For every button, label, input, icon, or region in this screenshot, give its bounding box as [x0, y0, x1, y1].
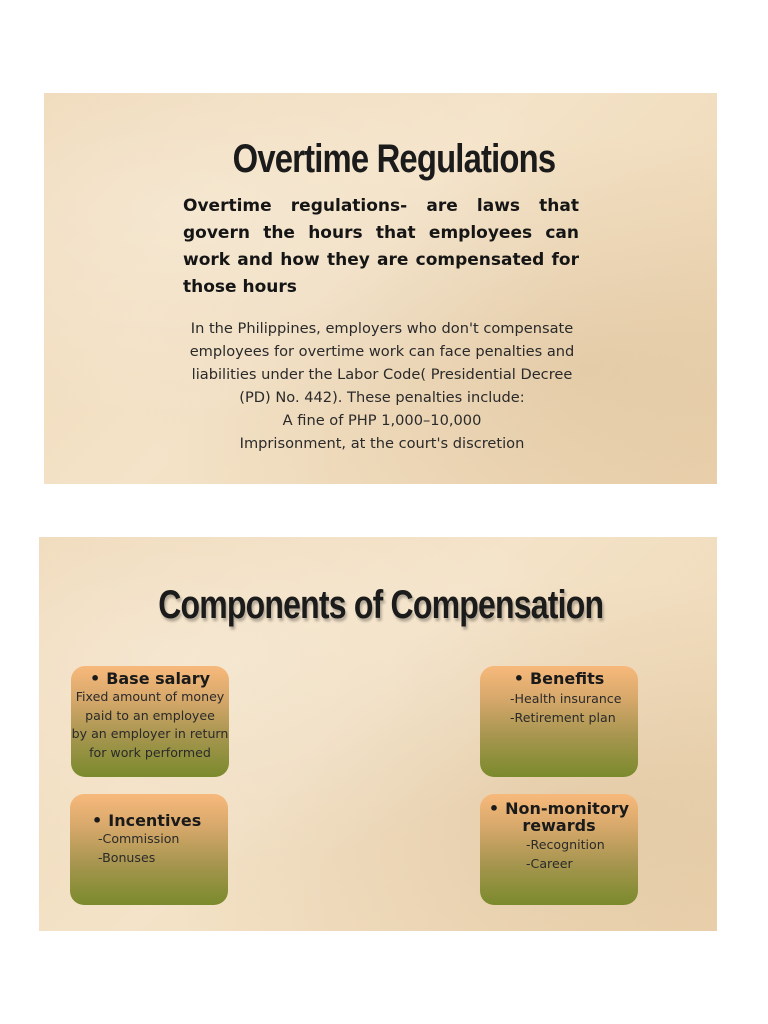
card-description [480, 836, 638, 873]
penalties-line: A fine of PHP 1,000–10,000 [282, 412, 482, 429]
bullet-icon: • [488, 799, 500, 818]
card-title-text: Base salary [106, 669, 211, 688]
card-title-text: Benefits [529, 669, 605, 688]
components-of-compensation-slide [39, 537, 717, 931]
card-title [480, 669, 638, 688]
card-title-text: Incentives [108, 811, 202, 830]
card-description [70, 830, 228, 867]
penalties-line: liabilities under the Labor Code( Presidential Decree [191, 366, 573, 383]
card-title [70, 797, 228, 830]
card-title-text: Non-monitory [505, 799, 630, 818]
penalties-line: (PD) No. 442). These penalties include: [239, 389, 525, 406]
card-line: -Career [526, 855, 573, 871]
card-description [480, 690, 638, 727]
card-title [480, 797, 638, 834]
card-line: -Recognition [526, 837, 605, 852]
penalties-text [172, 317, 592, 455]
card-line: -Commission [98, 831, 180, 846]
bullet-icon: • [89, 669, 101, 688]
card-line: by an employer in return [71, 726, 229, 741]
card-line: Fixed amount of money [75, 689, 225, 704]
bullet-icon: • [513, 669, 524, 688]
penalties-line: Imprisonment, at the court's discretion [239, 435, 525, 452]
definition-text: Overtime regulations- are laws that govern the hours that employees can work and how they are compensated for those hours [183, 196, 579, 297]
non-monitory-rewards-card [480, 794, 638, 905]
slide-title: Overtime Regulations [232, 137, 556, 181]
penalties-line: In the Philippines, employers who don't compensate [190, 320, 574, 337]
incentives-card [70, 794, 228, 905]
benefits-card [480, 666, 638, 777]
card-line: paid to an employee [85, 707, 215, 723]
card-line: -Bonuses [98, 849, 156, 865]
penalties-line: employees for overtime work can face penalties and [189, 343, 575, 360]
card-line: -Retirement plan [510, 709, 616, 725]
card-title [71, 669, 229, 688]
bullet-icon: • [92, 811, 103, 830]
overtime-regulations-slide [44, 93, 717, 484]
card-title-text: rewards [522, 816, 596, 835]
slide-title: Components of Compensation [158, 583, 604, 627]
card-description [65, 688, 235, 762]
base-salary-card [71, 666, 229, 777]
card-line: -Health insurance [510, 691, 622, 706]
card-line: for work performed [89, 744, 211, 760]
